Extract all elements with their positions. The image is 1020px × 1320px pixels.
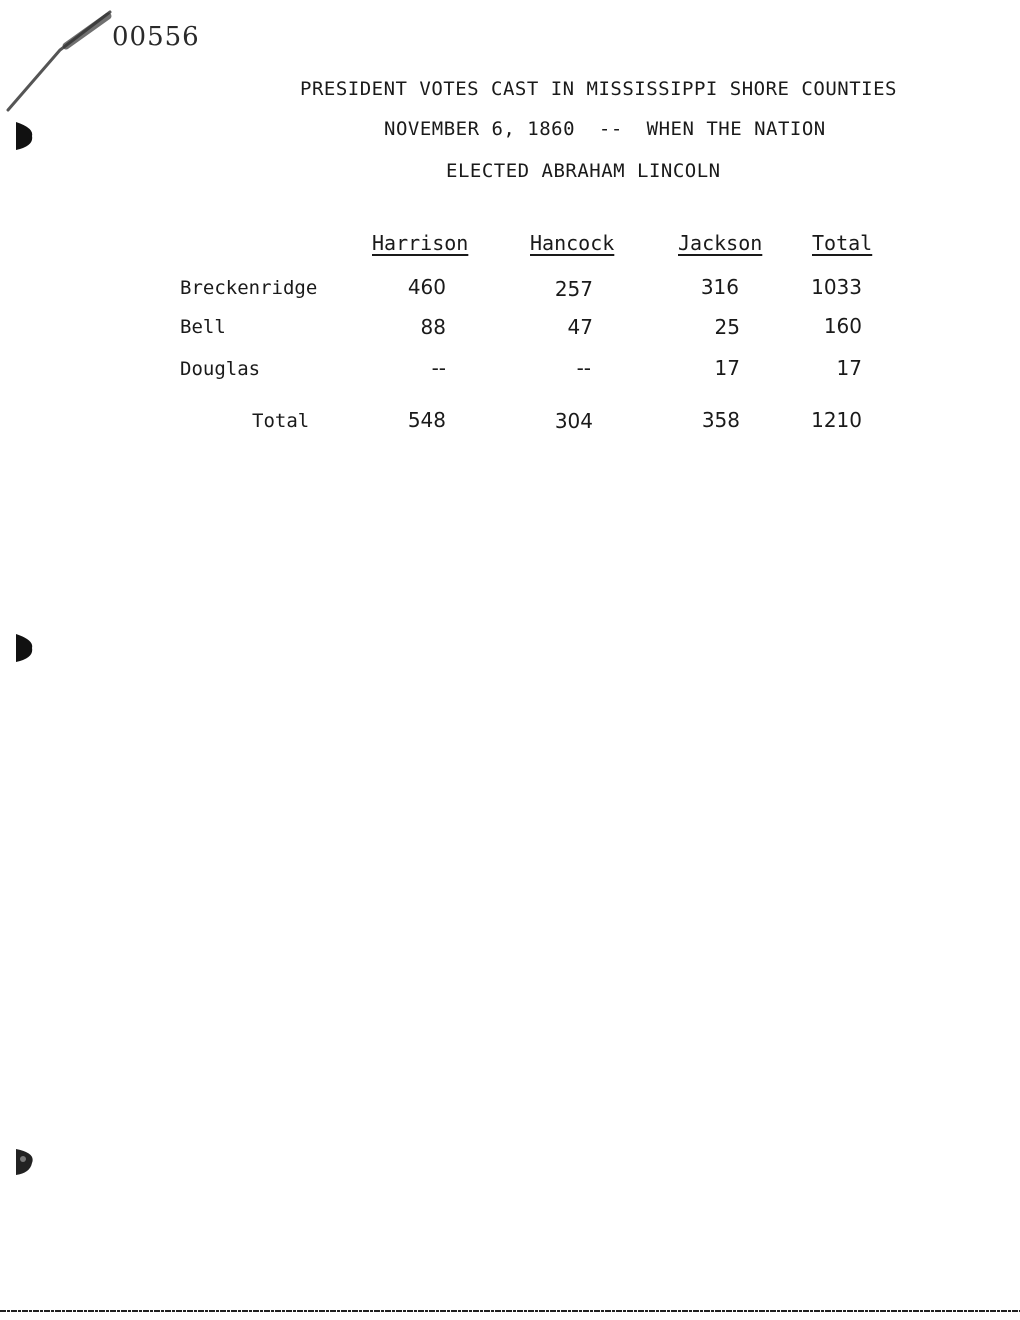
table-cell: 160	[823, 314, 862, 338]
punch-hole-mark	[14, 632, 34, 664]
column-header-jackson: Jackson	[678, 231, 763, 255]
table-cell: 1033	[811, 275, 862, 299]
row-label-douglas: Douglas	[180, 358, 261, 380]
title-line-2: NOVEMBER 6, 1860 -- WHEN THE NATION	[384, 118, 826, 140]
column-header-hancock: Hancock	[530, 231, 615, 255]
table-cell: --	[431, 356, 446, 380]
column-header-harrison: Harrison	[372, 231, 469, 255]
table-cell: 88	[420, 315, 446, 339]
scan-stroke-mark	[0, 0, 130, 120]
title-line-3: ELECTED ABRAHAM LINCOLN	[446, 160, 721, 182]
table-cell: 548	[407, 408, 446, 432]
punch-hole-mark	[14, 1145, 34, 1177]
row-label-total: Total	[252, 410, 310, 432]
table-cell: 25	[714, 315, 740, 339]
table-cell: 304	[554, 409, 593, 433]
table-cell: 17	[836, 356, 862, 380]
table-cell: 1210	[811, 408, 862, 432]
row-label-bell: Bell	[180, 316, 226, 338]
table-cell: 47	[567, 315, 593, 339]
document-number: 00556	[112, 22, 200, 52]
table-cell: 460	[407, 275, 446, 299]
table-cell: 316	[700, 275, 739, 299]
table-cell: 257	[554, 277, 593, 301]
scan-edge-line	[0, 1309, 1020, 1313]
column-header-total: Total	[812, 231, 873, 255]
table-cell: 358	[701, 408, 740, 432]
punch-hole-mark	[14, 120, 34, 152]
row-label-breckenridge: Breckenridge	[180, 277, 318, 299]
table-cell: 17	[714, 356, 740, 380]
title-line-1: PRESIDENT VOTES CAST IN MISSISSIPPI SHORE COUNTIES	[300, 78, 897, 100]
table-cell: --	[576, 356, 591, 380]
